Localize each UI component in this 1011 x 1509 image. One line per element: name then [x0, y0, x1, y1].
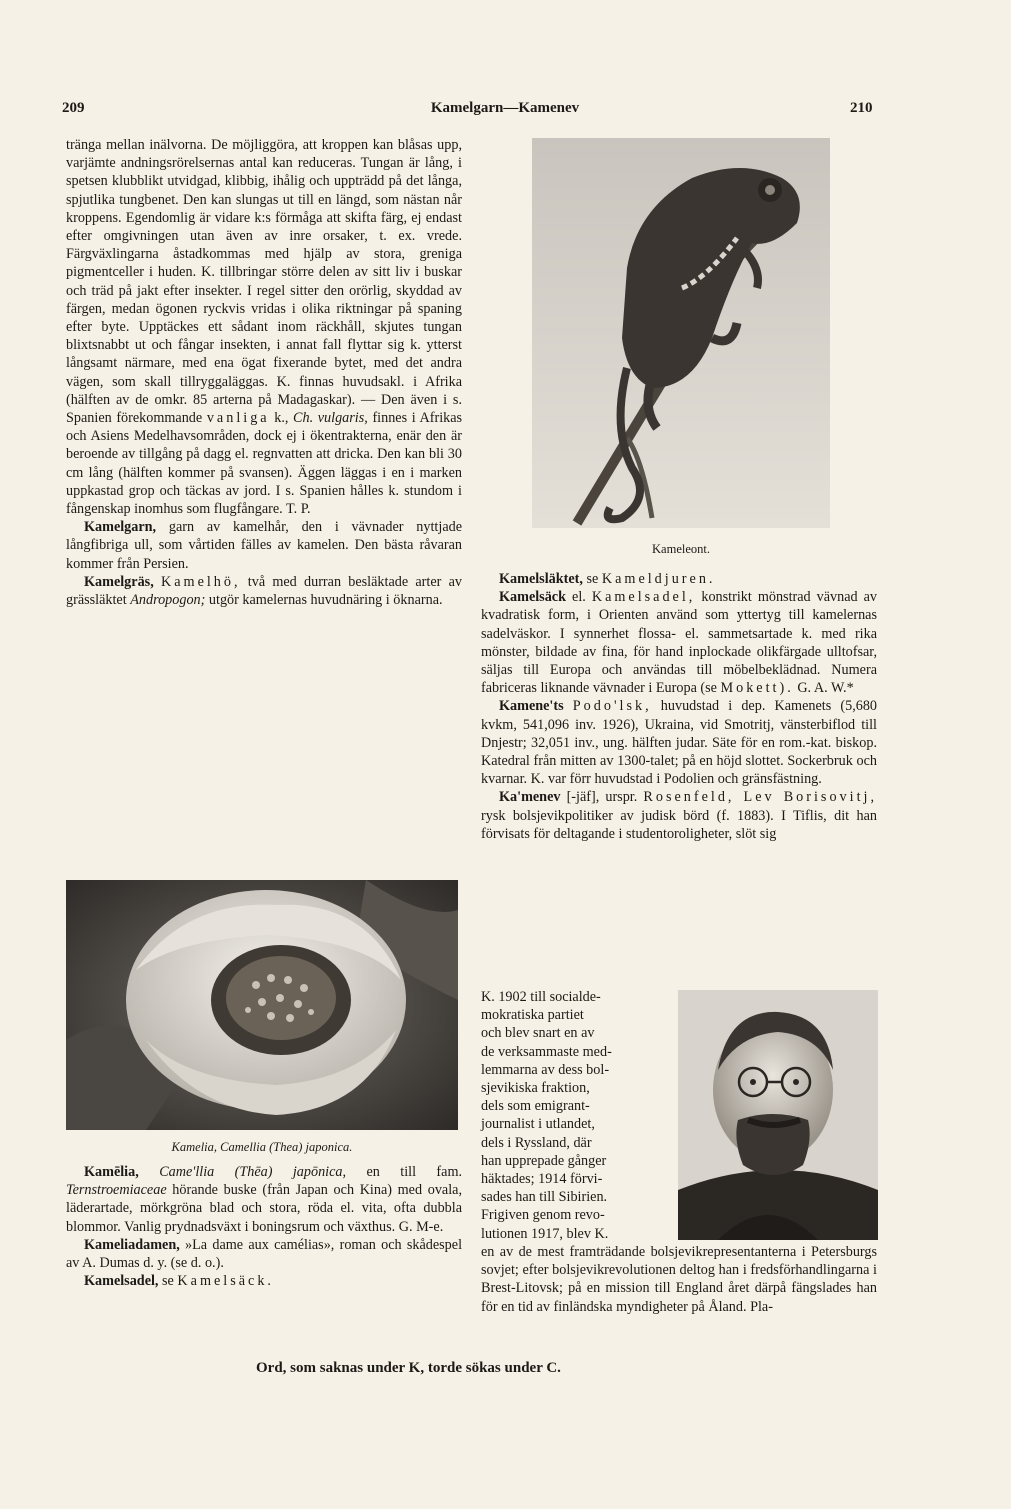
kamelsadel-text: se: [162, 1273, 174, 1290]
kamelia-text-end: hörande buske (från Japan och Kina) med ovala, läderartade, mörkgröna blad och stora, röda el. vita, ofta dubbla blommor. Vanlig prydnadsväxt i boningsrum och växthus. G. M-e.: [66, 1182, 462, 1235]
kamelgras-text-end: utgör kamelernas huvudnäring i öknarna.: [208, 592, 443, 609]
running-title: Kamelgarn—Kamenev: [430, 100, 580, 116]
kamenev-narrow-line: sades han till Sibirien.: [481, 1189, 608, 1206]
kamenets-article: [481, 697, 877, 788]
kamelsack-spaced-term: Kamelsadel,: [591, 589, 696, 606]
left-column-top: [66, 136, 462, 609]
kamenev-headword: Ka'menev: [499, 789, 561, 806]
kamenev-narrow-line: de verksammaste med-: [481, 1043, 612, 1060]
kamelia-text: en till fam.: [366, 1164, 463, 1180]
kameleont-latin-name: Ch. vulgaris,: [293, 410, 368, 427]
kamenev-pronunciation: [-jäf], urspr.: [566, 789, 638, 806]
chameleon-caption: Kameleont.: [652, 542, 710, 556]
kamelgarn-headword: Kamelgarn,: [84, 519, 157, 536]
kamenev-narrow-line: Frigiven genom revo-: [481, 1207, 605, 1224]
kamelia-family: Ternstroemiaceae: [66, 1182, 167, 1199]
kamelia-headword: Kamēlia,: [84, 1164, 139, 1180]
footer-note: Ord, som saknas under K, torde sökas under C.: [256, 1360, 561, 1376]
kameleont-text-end: finnes i Afrikas och Asiens Medelhavsområden, dock ej i ökentrakterna, enär den är beroende av tillgång på dagg el. regnvatten att dricka. Den kan bli 30 cm lång (hälften kommer på svansen). Äggen läggas i en i marken uppkastad grop och täckas av jord. I s. Spanien hålles k. stundom i fångenskap inomhus som flugfångare. T. P.: [66, 410, 463, 518]
kamenev-narrow-line: journalist i utlandet,: [481, 1116, 595, 1133]
kamenets-text: huvudstad i dep. Kamenets (5,680 kvkm, 541,096 inv. 1926), Ukraina, vid Smotritj, vänsterbiflod till Dnjestr; 32,051 inv., ung. hälften judar. Säte för en rom.-kat. biskop. Katedral från mitten av 1300-talet; på en höjd slottet. Sockerbruk och kvarnar. K. var förr huvudstad i Podolien och gränsfästning.: [481, 698, 878, 788]
kamelgras-spaced-term: Kamelhö,: [160, 573, 241, 590]
kamelgras-text: två med durran besläktade arter av grässläktet: [66, 573, 462, 609]
kamelslaktet-text: se: [586, 571, 599, 587]
camellia-photo: [66, 880, 458, 1130]
kamenev-text-1: rysk bolsjevikpolitiker av judisk börd (f. 1883). I Tiflis, dit han förvisats för deltagande i studentoroligheter, slöt sig: [481, 807, 877, 842]
kamelsadel-headword: Kamelsadel,: [84, 1273, 159, 1290]
kamelsadel-reference: Kamelsäck.: [177, 1273, 274, 1290]
page-number-left: 209: [62, 100, 85, 116]
kamenev-narrow-line: häktades; 1914 förvi-: [481, 1171, 603, 1188]
kameliadamen-headword: Kameliadamen,: [84, 1236, 180, 1253]
kamenev-narrow-line: dels i Ryssland, där: [481, 1134, 592, 1151]
kamenets-headword: Kamene'ts: [499, 698, 564, 715]
right-column-bottom: [481, 1243, 877, 1316]
kamenev-narrow-line: och blev snart en av: [481, 1025, 595, 1042]
kamelgras-headword: Kamelgräs,: [84, 573, 154, 590]
kamelslaktet-headword: Kamelsläktet,: [499, 571, 583, 587]
kamenev-narrow-line: han upprepade gånger: [481, 1152, 607, 1169]
camellia-caption-text: Kamelia, Camellia (Thea) japonica.: [171, 1140, 353, 1154]
kamenev-narrow-line: K. 1902 till socialde-: [481, 989, 601, 1005]
kameleont-text-after: k.,: [274, 410, 289, 427]
kamenev-portrait: [678, 990, 878, 1240]
kamenev-article: [481, 788, 877, 843]
kamelgras-article: [66, 573, 462, 609]
camellia-caption: [66, 1140, 458, 1155]
kamenev-narrow-line: lemmarna av dess bol-: [481, 1061, 610, 1078]
left-column-bottom: [66, 1163, 462, 1290]
page-number-right: 210: [850, 100, 873, 116]
kamenev-narrow-line: lutionen 1917, blev K.: [481, 1225, 609, 1242]
kamelslaktet-article: [481, 570, 877, 588]
kameleont-spaced-term: vanliga: [206, 410, 270, 427]
kamelsack-article: [481, 588, 877, 697]
kamenets-spaced-term: Podo'lsk,: [572, 698, 652, 715]
chameleon-photo: [532, 138, 830, 528]
right-column-text: [481, 570, 877, 843]
kamelgras-latin: Andropogon;: [130, 592, 206, 609]
kameliadamen-article: [66, 1236, 462, 1272]
kamenev-narrow-line: sjevikiska fraktion,: [481, 1080, 590, 1097]
kamelsack-text: konstrikt mönstrad vävnad av kvadratisk form, i Orienten använd som yttertyg till kamelernas sadelväskor. I synnerhet flossa- el. sammetsartade k. med rika mönster, bildade av fina, för hand inplockade olikfärgade ulltofsar, säljas till Europa och användas till möbelbeklädnad. Numera fabriceras liknande vävnader i Europa (se: [481, 589, 878, 697]
kamelgarn-article: [66, 518, 462, 573]
kamelsack-el: el.: [572, 589, 586, 606]
kamelsack-headword: Kamelsäck: [499, 589, 566, 606]
kamenev-narrow-line: mokratiska partiet: [481, 1007, 584, 1024]
kamelia-latin: Came'llia (Thēa) japōnica,: [159, 1164, 347, 1180]
kameleont-article-continued: [66, 136, 462, 518]
kameliadamen-text: »La dame aux camélias», roman och skådespel av A. Dumas d. y. (se d. o.).: [66, 1236, 463, 1272]
kamenev-narrow-line: dels som emigrant-: [481, 1098, 590, 1115]
kamenev-spaced-name: Rosenfeld, Lev Borisovitj,: [643, 789, 878, 806]
kamelia-article: [66, 1163, 462, 1236]
kamelsack-signature: G. A. W.*: [797, 680, 854, 697]
kamenev-text-continued: en av de mest framträdande bolsjevikrepresentanterna i Petersburgs sovjet; efter bolsjevikrevolutionen deltog han i fredsförhandlingarna i Brest-Litovsk; på en mission till England året därpå fängslades han för en tid av finländska myndigheter på Åland. Pla-: [481, 1244, 877, 1315]
kamelsadel-article: [66, 1272, 462, 1290]
kamelsack-reference: Mokett).: [720, 680, 794, 697]
kameleont-text: tränga mellan inälvorna. De möjliggöra, att kroppen kan blåsas upp, varjämte andningsrörelsernas antal kan reduceras. Tungan är lång, i spetsen klubblikt utvidgad, klibbig, ihålig och uppträdd på det långa, spjutlika tungbenet. Den kan slungas ut till en längd, som nästan når kroppens. Egendomlig är vidare k:s förmåga att skifta färg, ej endast efter omgivningen utan även av inre orsaker, t. ex. vrede. Färgväxlingarna åstadkommas med hjälp av stora, greniga pigmentceller i huden. K. tillbringar större delen av sitt liv i buskar och träd på jakt efter insekter. I regel sitter den orörlig, skyddad av färgen, medan ögonen ryckvis vridas i olika riktningar på spaning efter byte. Upptäckes ett sådant inom räckhåll, skjutes tungan blixtsnabbt ut och fångar insekten, i annat fall flyttar sig k. ytterst långsamt närmare, med ena ögat fixerande bytet, med det andra vägen, som skall tillryggaläggas. K. finnas huvudsakl. i Afrika (hälften av de omkr. 85 arterna på Madagaskar). — Den även i s. Spanien förekommande: [66, 137, 462, 427]
kamenev-narrow-column: [481, 988, 671, 1243]
kamelslaktet-reference: Kameldjuren.: [601, 571, 716, 587]
kamelgarn-text: garn av kamelhår, den i vävnader nyttjade långfibriga ull, som vårtiden fälles av kamelen. Den bästa råvaran kommer från Persien.: [66, 519, 463, 572]
